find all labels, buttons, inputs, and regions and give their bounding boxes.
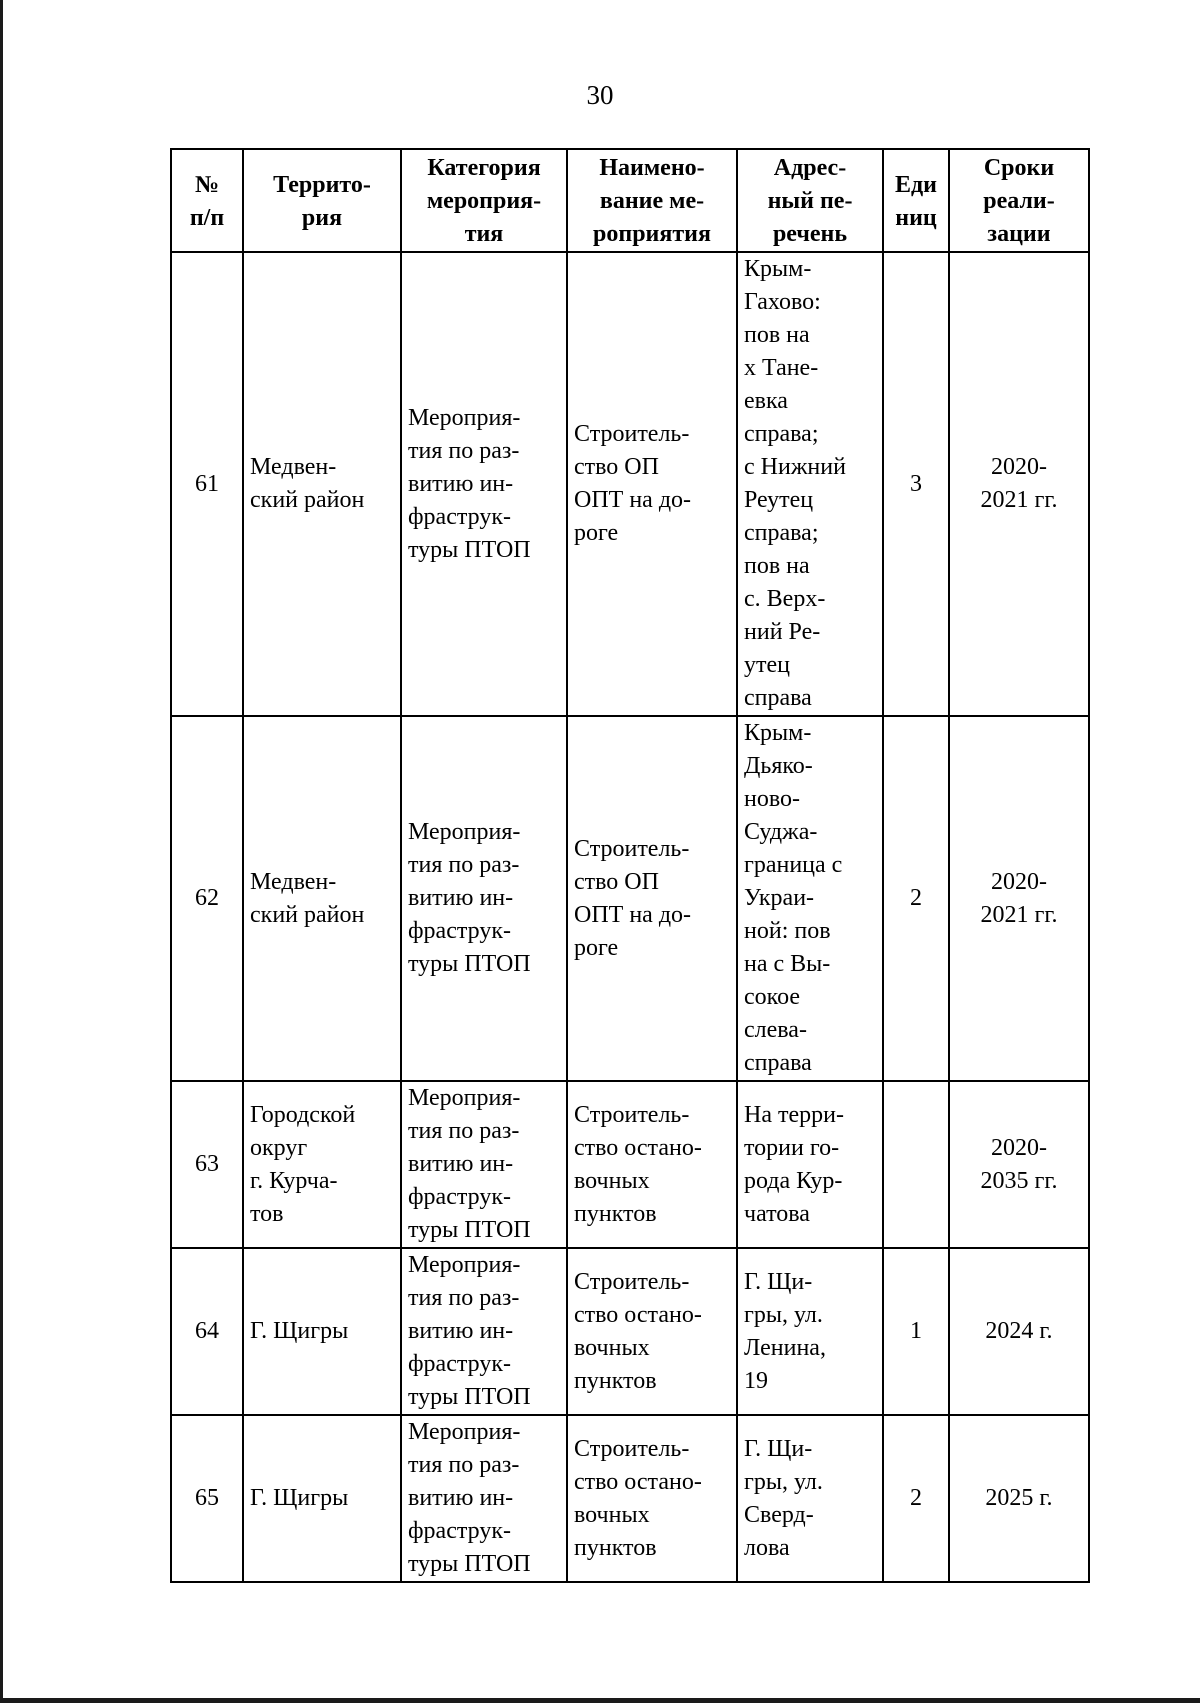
header-number: № п/п xyxy=(171,149,243,252)
cell-address: На терри- тории го- рода Кур- чатова xyxy=(737,1081,883,1248)
cell-name: Строитель- ство остано- вочных пунктов xyxy=(567,1248,737,1415)
cell-terms: 2020- 2021 гг. xyxy=(949,716,1089,1081)
cell-category: Мероприя- тия по раз- витию ин- фраструк- туры ПТОП xyxy=(401,716,567,1081)
cell-territory: Г. Щигры xyxy=(243,1248,401,1415)
cell-number: 62 xyxy=(171,716,243,1081)
table-row xyxy=(171,1415,1089,1582)
page-number: 30 xyxy=(586,80,614,110)
cell-territory: Медвен- ский район xyxy=(243,716,401,1081)
cell-territory: Г. Щигры xyxy=(243,1415,401,1582)
header-terms: Сроки реали- зации xyxy=(949,149,1089,252)
cell-terms: 2020- 2035 гг. xyxy=(949,1081,1089,1248)
table-row xyxy=(171,1248,1089,1415)
cell-address: Крым- Дьяко- ново- Суджа- граница с Украи- ной: пов на с Вы- сокое слева- справа xyxy=(737,716,883,1081)
cell-terms: 2020- 2021 гг. xyxy=(949,252,1089,716)
cell-name: Строитель- ство остано- вочных пунктов xyxy=(567,1415,737,1582)
cell-number: 65 xyxy=(171,1415,243,1582)
cell-name: Строитель- ство ОП ОПТ на до- роге xyxy=(567,716,737,1081)
cell-name: Строитель- ство ОП ОПТ на до- роге xyxy=(567,252,737,716)
cell-category: Мероприя- тия по раз- витию ин- фраструк- туры ПТОП xyxy=(401,1081,567,1248)
cell-units: 2 xyxy=(883,716,949,1081)
table-row xyxy=(171,252,1089,716)
cell-category: Мероприя- тия по раз- витию ин- фраструк- туры ПТОП xyxy=(401,252,567,716)
cell-number: 61 xyxy=(171,252,243,716)
cell-category: Мероприя- тия по раз- витию ин- фраструк- туры ПТОП xyxy=(401,1415,567,1582)
cell-units: 2 xyxy=(883,1415,949,1582)
header-territory: Террито- рия xyxy=(243,149,401,252)
scan-edge-bottom xyxy=(0,1698,1200,1703)
cell-terms: 2025 г. xyxy=(949,1415,1089,1582)
scan-edge-left xyxy=(0,0,3,1703)
cell-address: Крым- Гахово: пов на х Тане- евка справа; с Нижний Реутец справа; пов на с. Верх- ний Ре- утец справа xyxy=(737,252,883,716)
cell-number: 64 xyxy=(171,1248,243,1415)
header-category: Категория мероприя- тия xyxy=(401,149,567,252)
measures-table xyxy=(170,148,1090,1583)
header-units: Еди ниц xyxy=(883,149,949,252)
cell-units: 3 xyxy=(883,252,949,716)
cell-address: Г. Щи- гры, ул. Ленина, 19 xyxy=(737,1248,883,1415)
table-row xyxy=(171,1081,1089,1248)
cell-address: Г. Щи- гры, ул. Сверд- лова xyxy=(737,1415,883,1582)
cell-territory: Медвен- ский район xyxy=(243,252,401,716)
cell-name: Строитель- ство остано- вочных пунктов xyxy=(567,1081,737,1248)
header-row xyxy=(171,149,1089,252)
cell-territory: Городской округ г. Курча- тов xyxy=(243,1081,401,1248)
header-address: Адрес- ный пе- речень xyxy=(737,149,883,252)
header-name: Наимено- вание ме- роприятия xyxy=(567,149,737,252)
cell-terms: 2024 г. xyxy=(949,1248,1089,1415)
cell-number: 63 xyxy=(171,1081,243,1248)
table-row xyxy=(171,716,1089,1081)
cell-category: Мероприя- тия по раз- витию ин- фраструк- туры ПТОП xyxy=(401,1248,567,1415)
cell-units: 1 xyxy=(883,1248,949,1415)
cell-units xyxy=(883,1081,949,1248)
